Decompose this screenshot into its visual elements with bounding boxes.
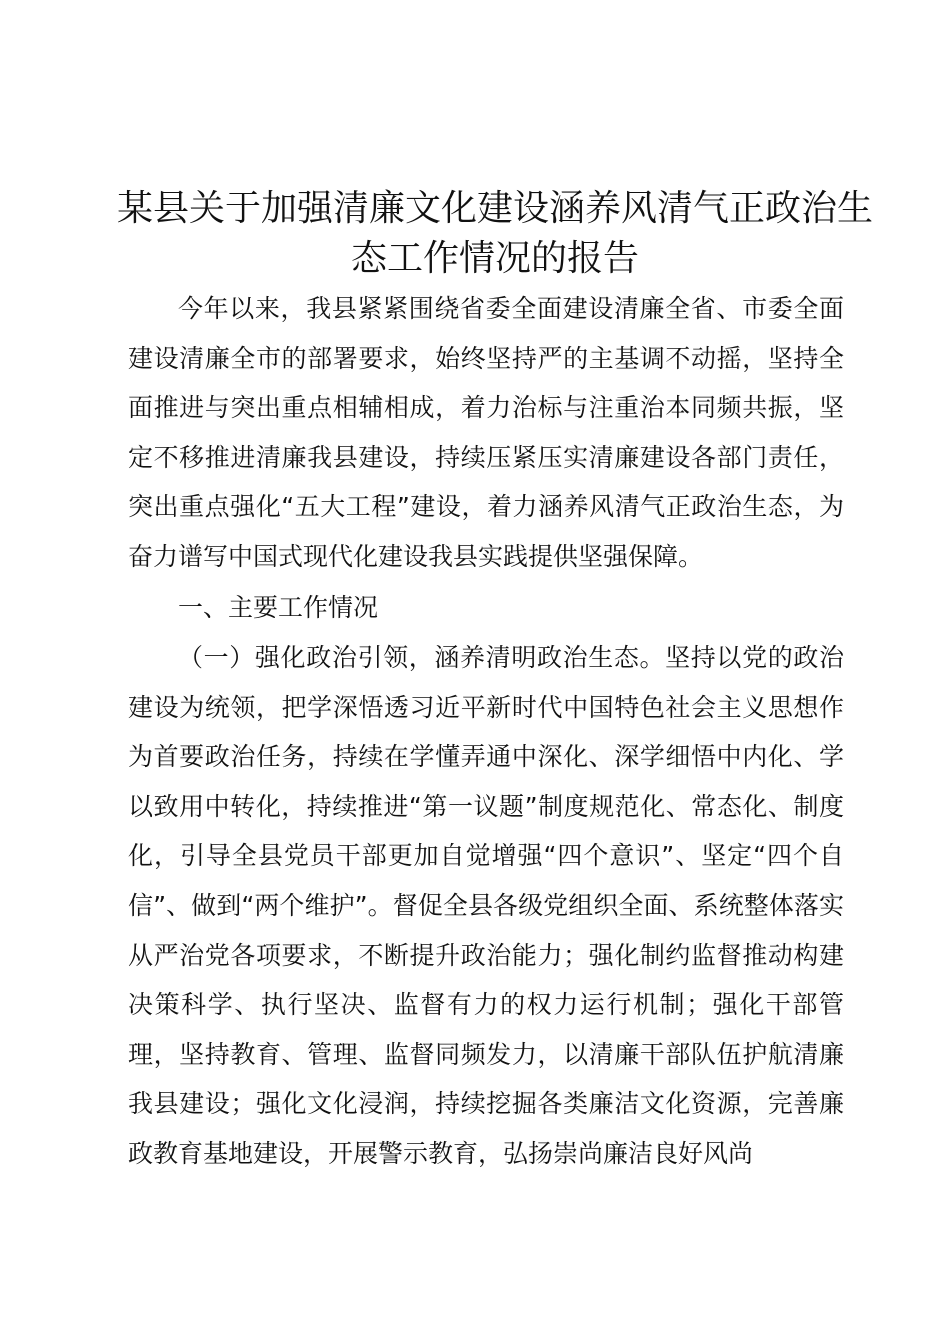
document-title: 某县关于加强清廉文化建设涵养风清气正政治生态工作情况的报告 — [116, 188, 873, 279]
section-heading: 一、主要工作情况 — [178, 593, 379, 622]
paragraph-political-leadership: （一）强化政治引领，涵养清明政治生态。坚持以党的政治建设为统领，把学深悟透习近平新时代中国特色社会主义思想作为首要政治任务，持续在学懂弄通中深化、深学细悟中内化、学以致用中转化，持续推进“第一议题”制度规范化、常态化、制度化，引导全县党员干部更加自觉增强“四个意识”、坚定“四个自信”、做到“两个维护”。督促全县各级党组织全面、系统整体落实从严治党各项要求，不断提升政治能力；强化制约监督推动构建决策科学、执行坚决、监督有力的权力运行机制；强化干部管理，坚持教育、管理、监督同频发力，以清廉干部队伍护航清廉我县建设；强化文化浸润，持续挖掘各类廉洁文化资源，完善廉政教育基地建设，开展警示教育，弘扬崇尚廉洁良好风尚 — [128, 643, 844, 1168]
intro-paragraph: 今年以来，我县紧紧围绕省委全面建设清廉全省、市委全面建设清廉全市的部署要求，始终坚持严的主基调不动摇，坚持全面推进与突出重点相辅相成，着力治标与注重治本同频共振，坚定不移推进清廉我县建设，持续压紧压实清廉建设各部门责任，突出重点强化“五大工程”建设，着力涵养风清气正政治生态，为奋力谱写中国式现代化建设我县实践提供坚强保障。 — [128, 294, 844, 571]
